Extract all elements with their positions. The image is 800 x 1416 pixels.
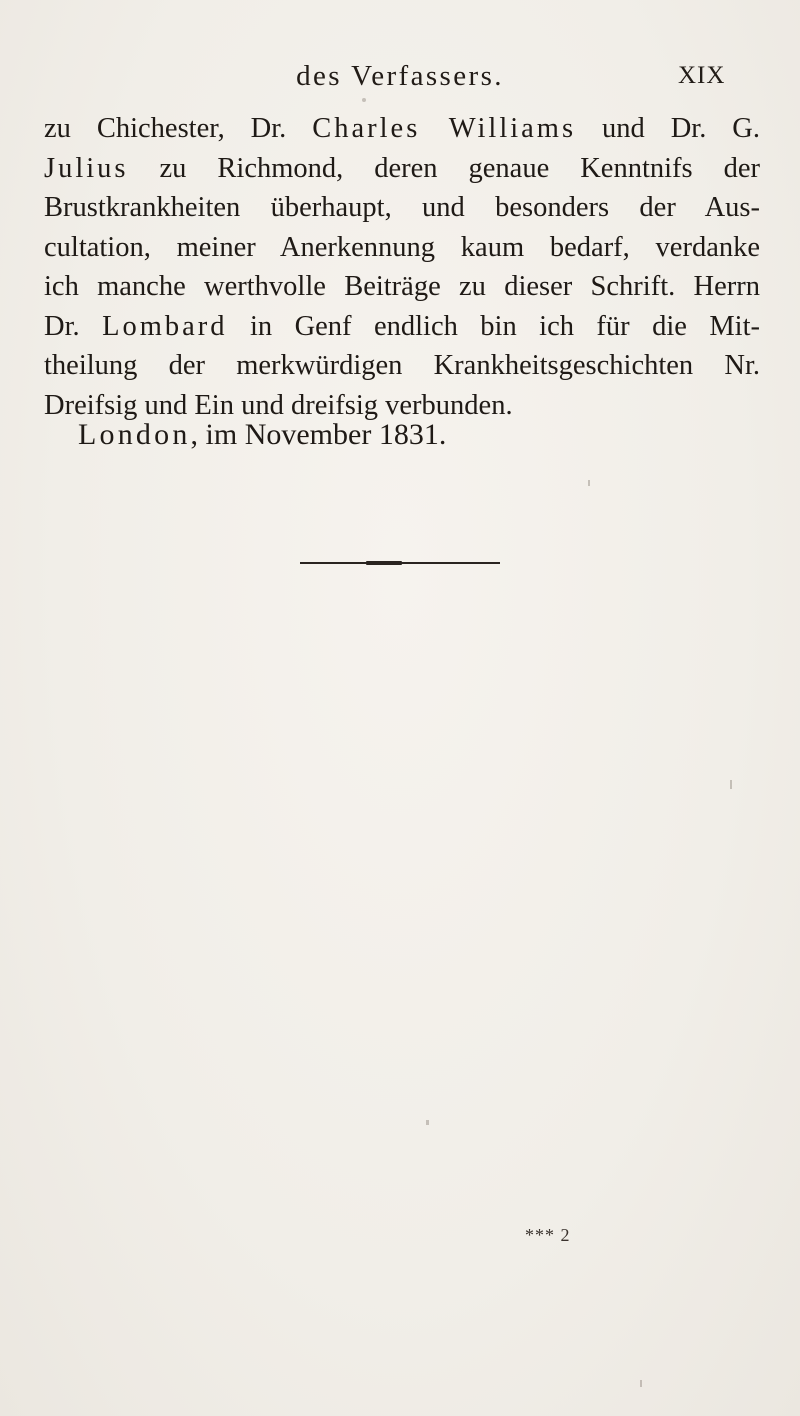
body-paragraph — [44, 109, 760, 425]
paper-speck — [426, 1120, 429, 1125]
running-title: des Verfassers. — [296, 60, 504, 92]
closing-dateline — [78, 418, 446, 452]
paper-speck — [362, 98, 366, 102]
text-segment: cultation, meiner Anerkennung kaum bedarf, verdanke — [44, 231, 760, 263]
text-segment: zu Chichester, Dr. — [44, 113, 313, 144]
closing-date: , im November 1831. — [190, 418, 447, 451]
closing-place: London — [78, 418, 191, 451]
text-line-3 — [44, 188, 760, 228]
person-name-spaced: Lombard — [102, 310, 228, 342]
text-segment: theilung der merkwürdigen Krankheitsgeschichten Nr. — [44, 350, 760, 381]
paper-speck — [730, 780, 732, 789]
printer-signature-mark: *** 2 — [525, 1225, 571, 1245]
text-line-4 — [44, 228, 760, 268]
text-segment: und Dr. G. — [576, 113, 760, 144]
text-line-5 — [44, 267, 760, 307]
text-segment: Dreifsig und Ein und dreifsig verbunden. — [44, 389, 513, 421]
text-segment: ich manche werthvolle Beiträge zu dieser Schrift. Herrn — [44, 271, 760, 302]
text-segment: in Genf endlich bin ich für die Mit- — [227, 310, 760, 342]
text-line-1 — [44, 109, 760, 149]
text-line-6 — [44, 307, 760, 347]
person-name-spaced: Julius — [44, 152, 129, 184]
person-name-spaced: Charles Williams — [312, 113, 577, 144]
page-number: XIX — [678, 62, 726, 89]
text-segment: zu Richmond, deren genaue Kenntnifs der — [128, 152, 760, 184]
paper-speck — [640, 1380, 642, 1387]
text-line-2 — [44, 149, 760, 189]
text-line-7 — [44, 346, 760, 386]
text-segment: Brustkrankheiten überhaupt, und besonders der Aus- — [44, 192, 760, 223]
paper-speck — [588, 480, 590, 486]
section-divider-center — [366, 561, 402, 565]
text-segment: Dr. — [44, 310, 103, 342]
running-header — [0, 60, 800, 100]
